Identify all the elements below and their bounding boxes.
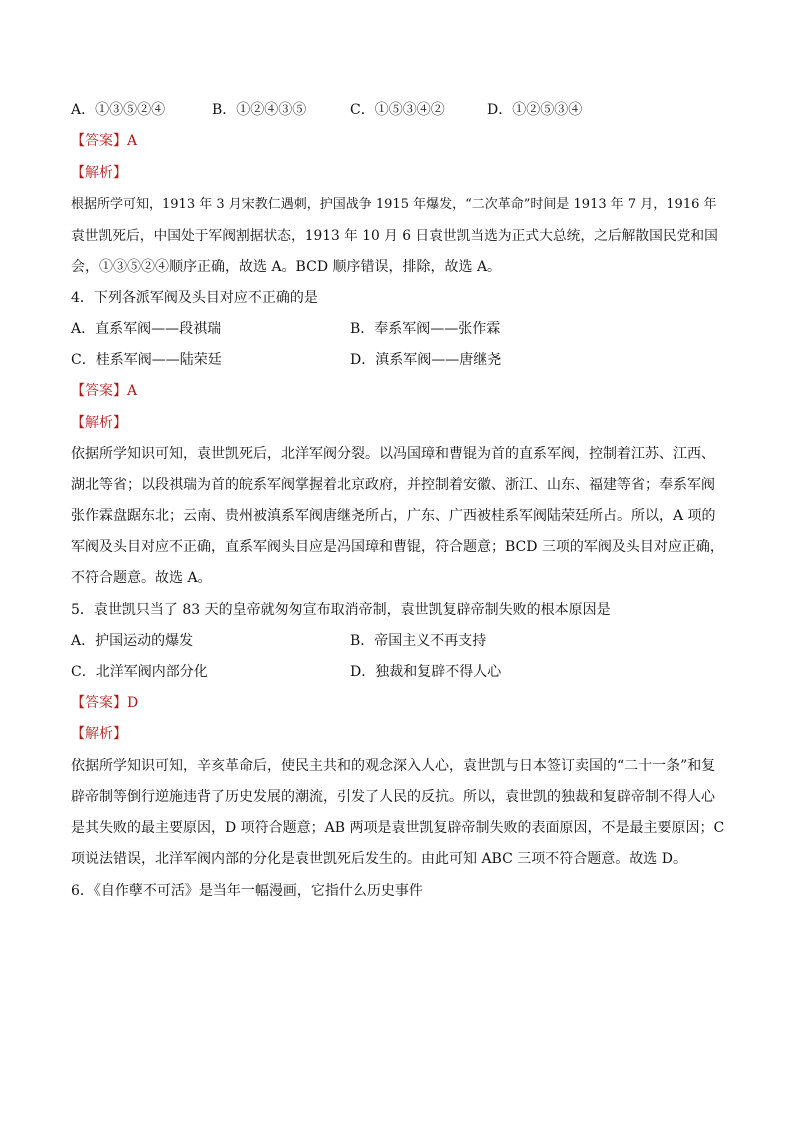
q5-analysis-line: 辟帝制等倒行逆施违背了历史发展的潮流，引发了人民的反抗。所以，袁世凯的独裁和复辟帝制不得人心	[71, 789, 715, 805]
q4-option-d: D．滇系军阀——唐继尧	[350, 352, 502, 368]
q4-analysis-line: 依据所学知识可知，袁世凯死后，北洋军阀分裂。以冯国璋和曹锟为首的直系军阀，控制着江苏、江西、	[71, 446, 715, 462]
q3-option-b: B．①②④③⑤	[212, 102, 307, 118]
answer-label: 【答案】	[71, 133, 127, 149]
answer-value: D	[127, 695, 139, 711]
q3-option-a: A．①③⑤②④	[71, 102, 166, 118]
q4-analysis-line: 张作霖盘踞东北；云南、贵州被滇系军阀唐继尧所占，广东、广西被桂系军阀陆荣廷所占。所以，A 项的	[71, 508, 716, 524]
q5-analysis-label: 【解析】	[71, 726, 127, 742]
q5-option-c: C．北洋军阀内部分化	[71, 664, 208, 680]
q4-option-a: A．直系军阀——段祺瑞	[71, 321, 222, 337]
q4-analysis-line: 湖北等省；以段祺瑞为首的皖系军阀掌握着北京政府，并控制着安徽、浙江、山东、福建等省；奉系军阀	[71, 477, 715, 493]
answer-label: 【答案】	[71, 383, 127, 399]
q3-analysis-line: 袁世凯死后，中国处于军阀割据状态，1913 年 10 月 6 日袁世凯当选为正式大总统，之后解散国民党和国	[71, 228, 718, 244]
q3-analysis-label: 【解析】	[71, 165, 127, 181]
q4-question: 4．下列各派军阀及头目对应不正确的是	[71, 290, 318, 306]
q5-option-a: A．护国运动的爆发	[71, 633, 194, 649]
q4-analysis-label: 【解析】	[71, 415, 127, 431]
q3-answer	[71, 131, 137, 151]
q5-option-b: B．帝国主义不再支持	[350, 633, 487, 649]
q4-option-c: C．桂系军阀——陆荣廷	[71, 352, 222, 368]
q3-analysis-line: 根据所学可知，1913 年 3 月宋教仁遇刺，护国战争 1915 年爆发，“二次革命”时间是 1913 年 7 月，1916 年	[71, 197, 717, 212]
answer-value: A	[127, 383, 138, 399]
q5-option-d: D．独裁和复辟不得人心	[350, 664, 502, 680]
answer-label: 【答案】	[71, 695, 127, 711]
q3-option-c: C．①⑤③④②	[350, 102, 445, 118]
q4-answer	[71, 381, 137, 401]
q5-analysis-line: 项说法错误，北洋军阀内部的分化是袁世凯死后发生的。由此可知 ABC 三项不符合题意。故选 D。	[71, 851, 687, 867]
q5-question: 5．袁世凯只当了 83 天的皇帝就匆匆宣布取消帝制，袁世凯复辟帝制失败的根本原因是	[71, 602, 611, 618]
q4-option-b: B．奉系军阀——张作霖	[350, 321, 501, 337]
answer-value: A	[127, 133, 138, 149]
q4-analysis-line: 军阀及头目对应不正确，直系军阀头目应是冯国璋和曹锟，符合题意；BCD 三项的军阀及头目对应正确，	[71, 539, 724, 555]
q6-question: 6．《自作孽不可活》是当年一幅漫画，它指什么历史事件	[71, 883, 423, 899]
q5-analysis-line: 依据所学知识可知，辛亥革命后，使民主共和的观念深入人心，袁世凯与日本签订卖国的“二十一条”和复	[71, 758, 716, 774]
q3-analysis-line: 会，①③⑤②④顺序正确，故选 A。BCD 顺序错误，排除，故选 A。	[71, 259, 502, 275]
q4-analysis-line: 不符合题意。故选 A。	[71, 570, 212, 586]
q5-answer	[71, 693, 138, 713]
q3-option-d: D．①②⑤③④	[487, 102, 583, 118]
q5-analysis-line: 是其失败的最主要原因，D 项符合题意；AB 两项是袁世凯复辟帝制失败的表面原因，不是最主要原因；C	[71, 820, 725, 836]
